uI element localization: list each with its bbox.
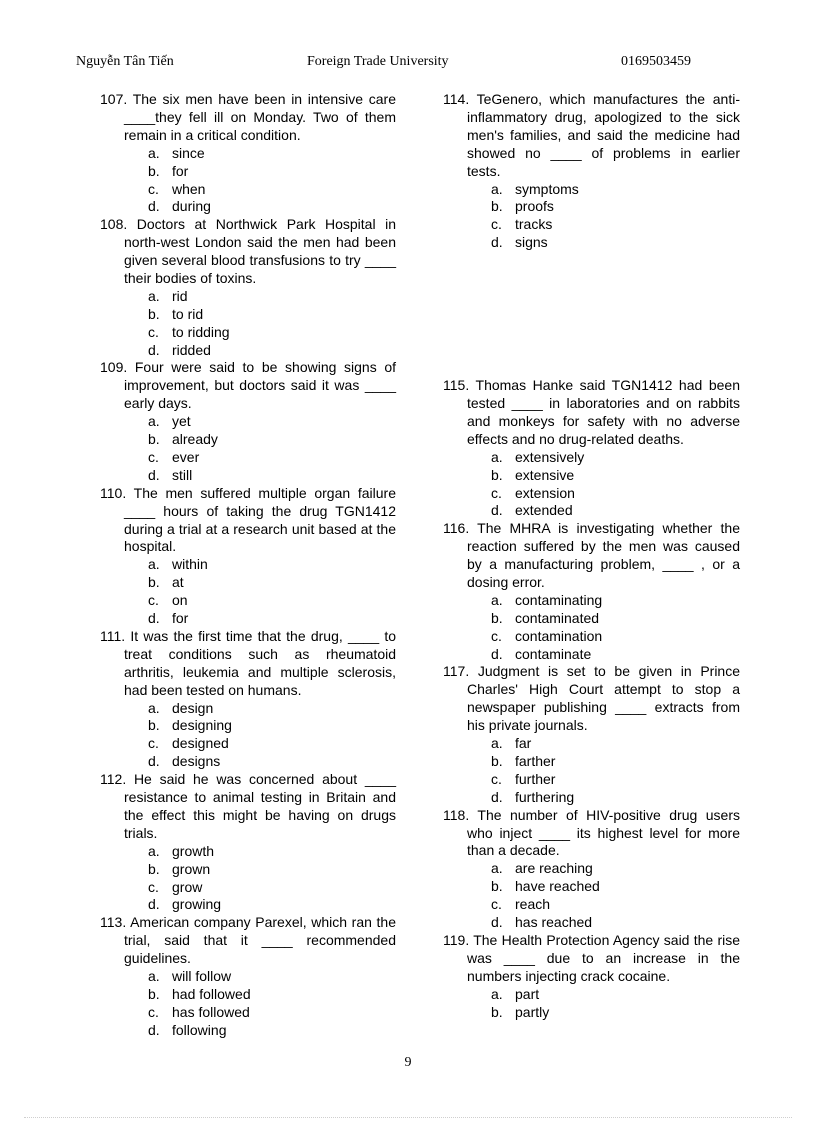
option-letter: a. xyxy=(148,842,160,859)
option-letter: d. xyxy=(148,198,160,215)
answer-option xyxy=(491,878,740,896)
right-column-top xyxy=(443,91,740,252)
option-letter: d. xyxy=(148,466,160,483)
option-letter: c. xyxy=(148,323,159,340)
option-text: yet xyxy=(172,413,191,430)
question xyxy=(443,807,740,932)
option-letter: d. xyxy=(491,234,503,251)
option-text: extensive xyxy=(515,466,575,483)
option-text: extended xyxy=(515,502,573,519)
option-text: ridded xyxy=(172,341,211,358)
answer-option xyxy=(148,467,396,485)
option-text: part xyxy=(515,985,540,1002)
answer-option xyxy=(148,753,396,771)
answer-option xyxy=(148,198,396,216)
option-text: still xyxy=(172,466,193,483)
option-letter: b. xyxy=(491,878,503,895)
answer-options xyxy=(100,288,396,360)
option-text: design xyxy=(172,699,214,716)
option-letter: b. xyxy=(491,198,503,215)
option-text: following xyxy=(172,1021,227,1038)
answer-option xyxy=(491,986,740,1004)
question-stem: 118. The number of HIV-positive drug users who inject ____ its highest level for more than a decade. xyxy=(443,806,740,859)
option-letter: b. xyxy=(148,717,160,734)
option-letter: d. xyxy=(491,788,503,805)
option-letter: c. xyxy=(148,1003,159,1020)
option-text: far xyxy=(515,735,532,752)
answer-options xyxy=(100,145,396,217)
question-stem: 108. Doctors at Northwick Park Hospital in north-west London said the men had been given several blood transfusions to try ____ their bodies of toxins. xyxy=(100,216,396,286)
option-letter: d. xyxy=(148,610,160,627)
option-text: ever xyxy=(172,448,200,465)
answer-option xyxy=(491,502,740,520)
option-letter: a. xyxy=(148,968,160,985)
option-text: had followed xyxy=(172,985,251,1002)
option-text: growing xyxy=(172,896,222,913)
option-letter: c. xyxy=(148,592,159,609)
option-text: extension xyxy=(515,484,575,501)
option-letter: d. xyxy=(148,753,160,770)
option-letter: a. xyxy=(148,556,160,573)
answer-option xyxy=(148,288,396,306)
option-letter: a. xyxy=(148,144,160,161)
question xyxy=(100,91,396,216)
answer-option xyxy=(491,628,740,646)
answer-option xyxy=(491,789,740,807)
answer-options xyxy=(100,843,396,915)
question xyxy=(443,91,740,252)
option-letter: c. xyxy=(491,216,502,233)
answer-option xyxy=(491,860,740,878)
option-text: will follow xyxy=(172,968,232,985)
option-text: have reached xyxy=(515,878,600,895)
option-letter: b. xyxy=(148,305,160,322)
option-text: to rid xyxy=(172,305,204,322)
option-letter: c. xyxy=(148,878,159,895)
answer-option xyxy=(148,574,396,592)
option-text: contaminated xyxy=(515,609,600,626)
option-text: growth xyxy=(172,842,215,859)
answer-option xyxy=(148,413,396,431)
option-text: are reaching xyxy=(515,860,593,877)
option-text: has followed xyxy=(172,1003,250,1020)
option-letter: d. xyxy=(491,645,503,662)
option-text: when xyxy=(172,180,206,197)
question-stem: 116. The MHRA is investigating whether the reaction suffered by the men was caused by a manufacturing problem, ____ , or a dosing error. xyxy=(443,520,740,590)
question-stem: 112. He said he was concerned about ____ resistance to animal testing in Britain and the effect this might be having on drugs trials. xyxy=(100,771,396,841)
header-phone: 0169503459 xyxy=(621,54,691,69)
option-text: since xyxy=(172,144,205,161)
answer-option xyxy=(491,753,740,771)
option-letter: d. xyxy=(148,1021,160,1038)
option-text: designs xyxy=(172,753,221,770)
option-text: already xyxy=(172,431,218,448)
option-text: on xyxy=(172,592,188,609)
page-header xyxy=(0,54,816,74)
question xyxy=(100,216,396,359)
right-column xyxy=(443,91,740,1021)
option-text: symptoms xyxy=(515,180,579,197)
option-text: grown xyxy=(172,860,211,877)
answer-option xyxy=(491,181,740,199)
answer-options xyxy=(100,556,396,628)
option-letter: a. xyxy=(491,860,503,877)
option-text: designing xyxy=(172,717,232,734)
answer-options xyxy=(100,968,396,1040)
option-text: proofs xyxy=(515,198,554,215)
answer-option xyxy=(491,467,740,485)
answer-option xyxy=(148,556,396,574)
option-letter: d. xyxy=(148,341,160,358)
question xyxy=(443,377,740,520)
answer-option xyxy=(148,717,396,735)
answer-option xyxy=(148,181,396,199)
option-letter: b. xyxy=(148,985,160,1002)
column-gap xyxy=(443,252,740,377)
answer-option xyxy=(148,879,396,897)
option-letter: b. xyxy=(148,860,160,877)
answer-option xyxy=(148,861,396,879)
answer-option xyxy=(148,163,396,181)
option-letter: b. xyxy=(148,574,160,591)
question-stem: 107. The six men have been in intensive care ____they fell ill on Monday. Two of them remain in a critical condition. xyxy=(100,91,396,143)
option-letter: a. xyxy=(491,591,503,608)
answer-option xyxy=(148,896,396,914)
option-text: extensively xyxy=(515,448,585,465)
option-text: partly xyxy=(515,1003,550,1020)
option-text: rid xyxy=(172,287,188,304)
option-letter: c. xyxy=(491,627,502,644)
answer-option xyxy=(148,1004,396,1022)
option-text: for xyxy=(172,610,189,627)
left-column xyxy=(100,91,396,1040)
option-letter: c. xyxy=(148,735,159,752)
option-letter: a. xyxy=(148,413,160,430)
option-text: tracks xyxy=(515,216,553,233)
question xyxy=(100,359,396,484)
option-text: during xyxy=(172,198,211,215)
option-letter: c. xyxy=(148,448,159,465)
answer-options xyxy=(443,449,740,521)
question-stem: 114. TeGenero, which manufactures the anti-inflammatory drug, apologized to the sick men's families, and said the medicine had showed no ____ of problems in earlier tests. xyxy=(443,91,740,179)
page-number: 9 xyxy=(404,1055,412,1070)
answer-option xyxy=(491,1004,740,1022)
option-letter: c. xyxy=(491,896,502,913)
option-text: furthering xyxy=(515,788,575,805)
option-text: for xyxy=(172,162,189,179)
option-letter: a. xyxy=(491,180,503,197)
option-text: at xyxy=(172,574,184,591)
question-stem: 115. Thomas Hanke said TGN1412 had been tested ____ in laboratories and on rabbits and monkeys for safety with no adverse effects and no drug-related deaths. xyxy=(443,377,740,447)
question xyxy=(443,932,740,1022)
question-stem: 113. American company Parexel, which ran the trial, said that it ____ recommended guidelines. xyxy=(100,914,396,967)
option-letter: c. xyxy=(148,180,159,197)
question xyxy=(100,485,396,628)
option-letter: b. xyxy=(148,162,160,179)
answer-options xyxy=(443,860,740,932)
answer-option xyxy=(491,914,740,932)
header-author: Nguyễn Tân Tiến xyxy=(76,54,174,69)
question-stem: 110. The men suffered multiple organ failure ____ hours of taking the drug TGN1412 during a trial at a research unit based at the hospital. xyxy=(100,484,396,555)
option-text: contaminating xyxy=(515,591,603,608)
answer-option xyxy=(491,592,740,610)
answer-option xyxy=(148,342,396,360)
answer-option xyxy=(491,449,740,467)
question-stem: 111. It was the first time that the drug, ____ to treat conditions such as rheumatoid arthritis, leukemia and multiple sclerosis, had been tested on humans. xyxy=(100,627,396,698)
option-text: further xyxy=(515,770,556,787)
option-letter: b. xyxy=(491,466,503,483)
question xyxy=(100,771,396,914)
answer-option xyxy=(148,431,396,449)
option-letter: b. xyxy=(491,752,503,769)
option-text: signs xyxy=(515,234,548,251)
answer-option xyxy=(491,198,740,216)
option-letter: b. xyxy=(491,609,503,626)
option-text: contaminate xyxy=(515,645,592,662)
option-text: to ridding xyxy=(172,323,230,340)
answer-option xyxy=(491,735,740,753)
answer-option xyxy=(491,771,740,789)
answer-option xyxy=(148,700,396,718)
answer-options xyxy=(443,735,740,807)
answer-option xyxy=(148,1022,396,1040)
answer-options xyxy=(100,413,396,485)
footer-divider xyxy=(24,1117,792,1118)
option-text: reach xyxy=(515,896,551,913)
answer-options xyxy=(443,181,740,253)
answer-option xyxy=(491,234,740,252)
answer-option xyxy=(148,592,396,610)
option-letter: b. xyxy=(148,431,160,448)
answer-option xyxy=(148,968,396,986)
answer-option xyxy=(148,145,396,163)
question xyxy=(100,628,396,771)
option-letter: d. xyxy=(491,502,503,519)
answer-options xyxy=(443,592,740,664)
option-letter: b. xyxy=(491,1003,503,1020)
option-letter: a. xyxy=(491,448,503,465)
answer-option xyxy=(148,610,396,628)
option-letter: d. xyxy=(148,896,160,913)
option-letter: a. xyxy=(148,699,160,716)
question xyxy=(100,914,396,1039)
option-letter: c. xyxy=(491,484,502,501)
question xyxy=(443,663,740,806)
option-text: within xyxy=(172,556,208,573)
question-stem: 117. Judgment is set to be given in Prince Charles' High Court attempt to stop a newspaper publishing ____ extracts from his private journals. xyxy=(443,663,740,734)
answer-option xyxy=(491,646,740,664)
question-stem: 119. The Health Protection Agency said the rise was ____ due to an increase in the numbers injecting crack cocaine. xyxy=(443,931,740,984)
question xyxy=(443,520,740,663)
header-institution: Foreign Trade University xyxy=(307,54,449,69)
answer-option xyxy=(148,306,396,324)
answer-option xyxy=(148,449,396,467)
answer-option xyxy=(491,896,740,914)
option-text: farther xyxy=(515,752,556,769)
answer-options xyxy=(443,986,740,1022)
option-letter: a. xyxy=(148,287,160,304)
answer-option xyxy=(148,735,396,753)
option-letter: a. xyxy=(491,735,503,752)
option-text: grow xyxy=(172,878,203,895)
answer-option xyxy=(491,485,740,503)
option-letter: d. xyxy=(491,914,503,931)
option-letter: a. xyxy=(491,985,503,1002)
option-text: designed xyxy=(172,735,229,752)
option-text: has reached xyxy=(515,914,593,931)
answer-option xyxy=(148,986,396,1004)
option-text: contamination xyxy=(515,627,603,644)
right-column-bottom xyxy=(443,377,740,1021)
answer-option xyxy=(491,610,740,628)
answer-option xyxy=(491,216,740,234)
answer-option xyxy=(148,843,396,861)
option-letter: c. xyxy=(491,770,502,787)
answer-options xyxy=(100,700,396,772)
question-stem: 109. Four were said to be showing signs of improvement, but doctors said it was ____ early days. xyxy=(100,359,396,412)
answer-option xyxy=(148,324,396,342)
